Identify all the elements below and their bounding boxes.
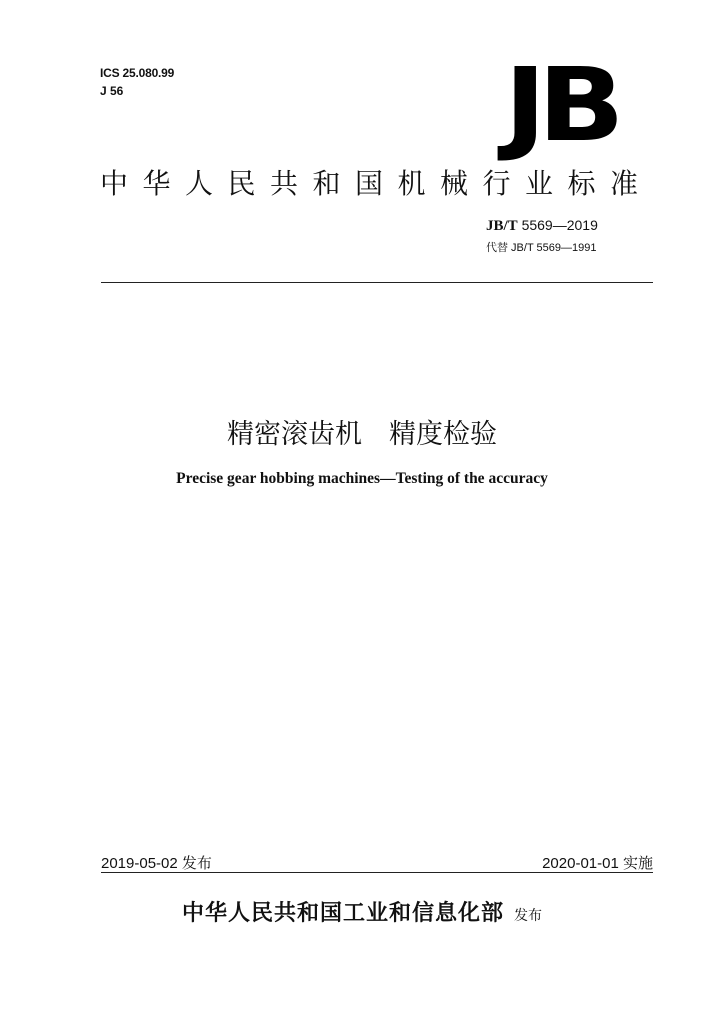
replaces-standard: 代替 JB/T 5569—1991 <box>486 242 597 254</box>
top-divider <box>101 282 653 283</box>
ics-code: ICS 25.080.99 <box>100 66 175 80</box>
standard-number-value: 5569—2019 <box>521 217 598 233</box>
publisher-action: 发布 <box>514 908 542 924</box>
document-title-cn: 精密滚齿机 精度检验 <box>227 419 497 450</box>
publisher-organization: 中华人民共和国工业和信息化部 <box>181 901 504 926</box>
document-title-en: Precise gear hobbing machines—Testing of the accuracy <box>176 470 548 487</box>
standard-number <box>486 217 656 235</box>
jb-logo-text: JB <box>504 46 616 165</box>
standard-prefix: JB/T <box>486 218 518 234</box>
bottom-divider <box>101 872 653 873</box>
implementation-date: 2020-01-01 实施 <box>542 855 653 872</box>
issue-date: 2019-05-02 发布 <box>101 855 212 872</box>
standard-type-heading: 中华人民共和国机械行业标准 <box>100 167 653 200</box>
jb-logo <box>490 46 630 165</box>
publisher-line <box>0 896 724 927</box>
classification-code: J 56 <box>100 84 124 98</box>
